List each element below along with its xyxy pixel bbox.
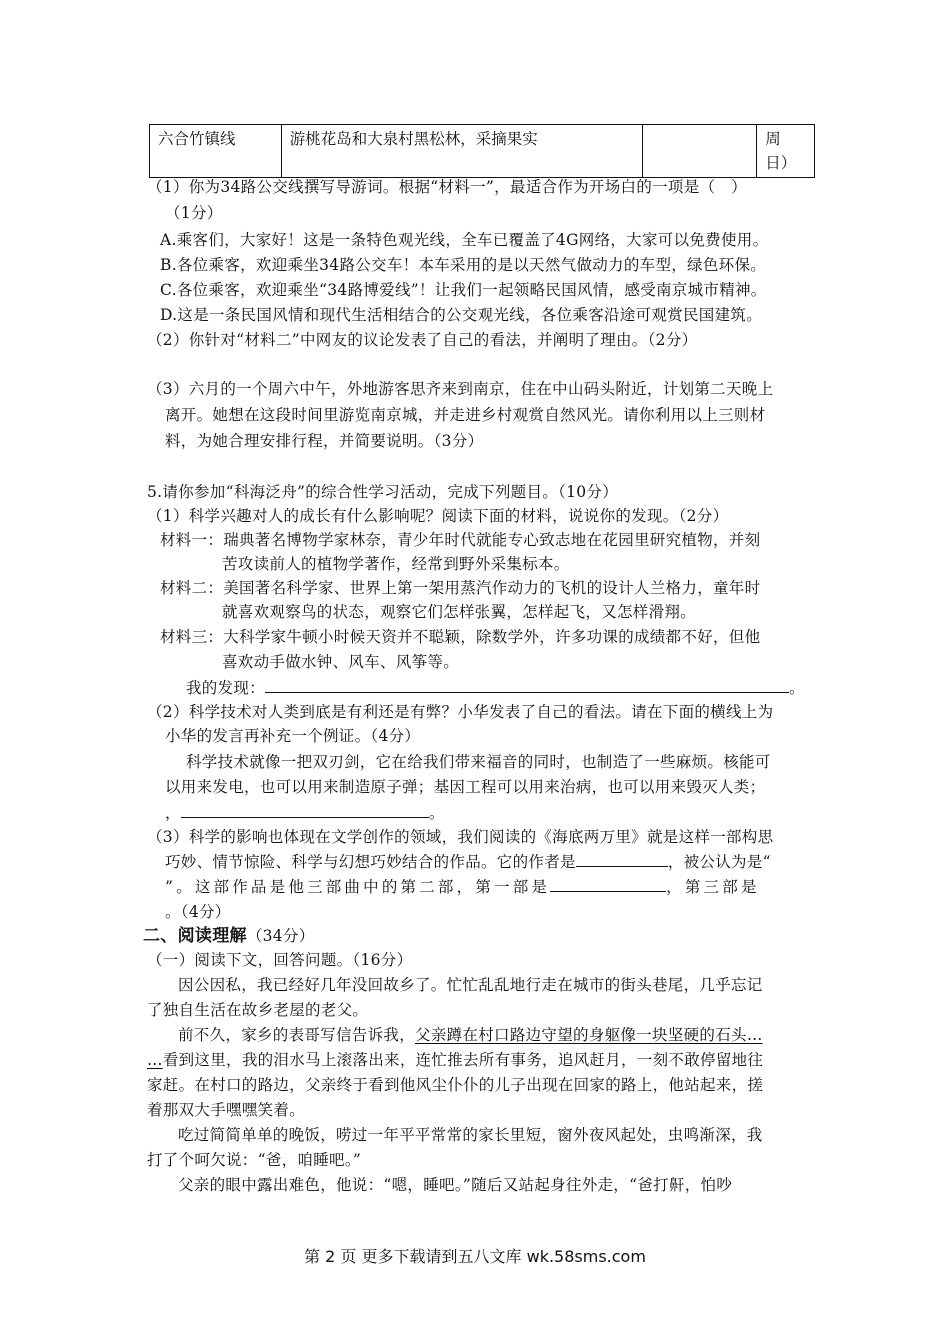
route-desc-cell: [281, 125, 642, 178]
passage-underlined-sentence: 父亲蹲在村口路边守望的身躯像一块坚硬的石头…: [415, 1026, 763, 1044]
q4-part3-line2: 离开。她想在这段时间里游览南京城，并走进乡村观赏自然风光。请你利用以上三则材: [165, 406, 766, 424]
q5-material1-line2: 苦攻读前人的植物学著作，经常到野外采集标本。: [222, 555, 570, 573]
q5-part2-line2: 小华的发言再补充一个例证。（4分）: [165, 727, 421, 745]
q5-material1-line1: 材料一：瑞典著名博物学家林奈，青少年时代就能专心致志地在花园里研究植物，并刻: [160, 531, 761, 549]
passage-para2-line4: 着那双大手嘿嘿笑着。: [147, 1101, 306, 1119]
passage-para3-line1: 吃过简简单单的晚饭，唠过一年平平常常的家长里短，窗外夜风起处，虫鸣渐深，我: [178, 1126, 763, 1144]
q4-part3-line1: （3）六月的一个周六中午，外地游客思齐来到南京，住在中山码头附近，计划第二天晚上: [147, 380, 774, 398]
q4-option-c: C.各位乘客，欢迎乘坐“34路博爱线”！让我们一起领略民国风情，感受南京城市精神。: [160, 281, 767, 299]
passage-para2-line2: [147, 1048, 763, 1072]
q4-option-a: A.乘客们，大家好！这是一条特色观光线，全车已覆盖了4G网络，大家可以免费使用。: [160, 231, 769, 249]
q5-part2-text1: 科学技术就像一把双刃剑，它在给我们带来福音的同时，也制造了一些麻烦。核能可: [186, 753, 771, 771]
q5-finding-line: [186, 676, 805, 700]
route-day-line1: 周: [765, 130, 781, 148]
q5-part2-line1: （2）科学技术对人类到底是有利还是有弊？小华发表了自己的看法。请在下面的横线上为: [147, 703, 774, 721]
passage-para1-line2: 了独自生活在故乡老屋的老父。: [147, 1001, 369, 1019]
q4-option-d: D.这是一条民国风情和现代生活相结合的公交观光线，各位乘客沿途可观赏民国建筑。: [160, 306, 763, 324]
q5-part3-text-b: ，被公认为是“: [667, 853, 771, 871]
passage-para2-line3: 家赶。在村口的路边，父亲终于看到他风尘仆仆的儿子出现在回家的路上，他站起来，搓: [147, 1076, 764, 1094]
route-name: 六合竹镇线: [158, 130, 236, 148]
author-answer-blank[interactable]: [576, 850, 668, 867]
q4-part1-line1: （1）你为34路公交线撰写导游词。根据“材料一”，最适合作为开场白的一项是（ ）: [147, 178, 747, 196]
q5-part3-text-c: ”。这部作品是他三部曲中的第二部，第一部是: [165, 878, 551, 896]
q4-part3-line3: 料，为她合理安排行程，并简要说明。（3分）: [165, 432, 484, 450]
passage-underlined-ellipsis: …: [147, 1051, 163, 1069]
finding-answer-blank[interactable]: [265, 676, 789, 693]
route-day-line2: 日）: [765, 154, 797, 172]
q5-title: 5.请你参加“科海泛舟”的综合性学习活动，完成下列题目。（10分）: [147, 483, 619, 501]
page-footer: 第 2 页 更多下载请到五八文库 wk.58sms.com: [304, 1247, 646, 1266]
q5-material2-line1: 材料二：美国著名科学家、世界上第一架用蒸汽作动力的飞机的设计人兰格力，童年时: [160, 579, 761, 597]
section2-title: 二、阅读理解: [143, 926, 247, 946]
passage-para2-line1: [178, 1023, 763, 1047]
route-desc: 游桃花岛和大泉村黑松林，采摘果实: [289, 130, 538, 148]
q5-part2-blank-line: [165, 801, 445, 825]
q4-part2: （2）你针对“材料二”中网友的议论发表了自己的看法，并阐明了理由。（2分）: [147, 331, 698, 349]
example-answer-blank[interactable]: [181, 801, 429, 818]
q5-material2-line2: 就喜欢观察鸟的状态，观察它们怎样张翼，怎样起飞，又怎样滑翔。: [222, 603, 697, 621]
first-book-answer-blank[interactable]: [550, 875, 666, 892]
passage-para1-line1: 因公因私，我已经好几年没回故乡了。忙忙乱乱地行走在城市的街头巷尾，几乎忘记: [178, 976, 763, 994]
route-extra-cell: [642, 125, 757, 178]
passage-para3-line2: 打了个呵欠说：“爸，咱睡吧。”: [147, 1151, 362, 1169]
section2-subtitle: （一）阅读下文，回答问题。（16分）: [147, 951, 413, 969]
q5-part3-line1: （3）科学的影响也体现在文学创作的领域，我们阅读的《海底两万里》就是这样一部构思: [147, 828, 774, 846]
q5-part3-text-a: 巧妙、情节惊险、科学与幻想巧妙结合的作品。它的作者是: [165, 853, 576, 871]
q5-part2-comma: ，: [165, 804, 181, 822]
section2-heading: [143, 924, 315, 948]
route-day-cell: [757, 125, 815, 178]
q4-option-b: B.各位乘客，欢迎乘坐34路公交车！本车采用的是以天然气做动力的车型，绿色环保。: [160, 256, 767, 274]
route-table: [149, 124, 815, 178]
q5-material3-line1: 材料三：大科学家牛顿小时候天资并不聪颖，除数学外，许多功课的成绩都不好，但他: [160, 628, 761, 646]
table-row: [150, 125, 815, 178]
passage-para2-text-a: 前不久，家乡的表哥写信告诉我，: [178, 1026, 416, 1044]
finding-period: 。: [789, 679, 805, 697]
finding-label: 我的发现：: [186, 679, 266, 697]
q5-part3-line2: [165, 850, 771, 874]
passage-para4-line1: 父亲的眼中露出难色，他说：“嗯，睡吧。”随后又站起身往外走，“爸打鼾，怕吵: [178, 1176, 733, 1194]
route-name-cell: [150, 125, 282, 178]
q5-part3-line4: 。（4分）: [165, 903, 231, 921]
q5-part1: （1）科学兴趣对人的成长有什么影响呢？阅读下面的材料，说说你的发现。（2分）: [147, 507, 729, 525]
q5-part3-line3: [165, 875, 760, 899]
q5-part2-period: 。: [428, 804, 445, 822]
section2-score: （34分）: [246, 927, 315, 945]
q4-part1-line2: （1分）: [165, 204, 223, 222]
q5-part2-text2: 以用来发电，也可以用来制造原子弹；基因工程可以用来治病，也可以用来毁灭人类；: [165, 778, 766, 796]
passage-para2-text-b: 看到这里，我的泪水马上滚落出来，连忙推去所有事务，追风赶月，一刻不敢停留地往: [162, 1051, 764, 1069]
q5-material3-line2: 喜欢动手做水钟、风车、风筝等。: [222, 653, 460, 671]
q5-part3-text-d: ，第三部是: [666, 878, 760, 896]
